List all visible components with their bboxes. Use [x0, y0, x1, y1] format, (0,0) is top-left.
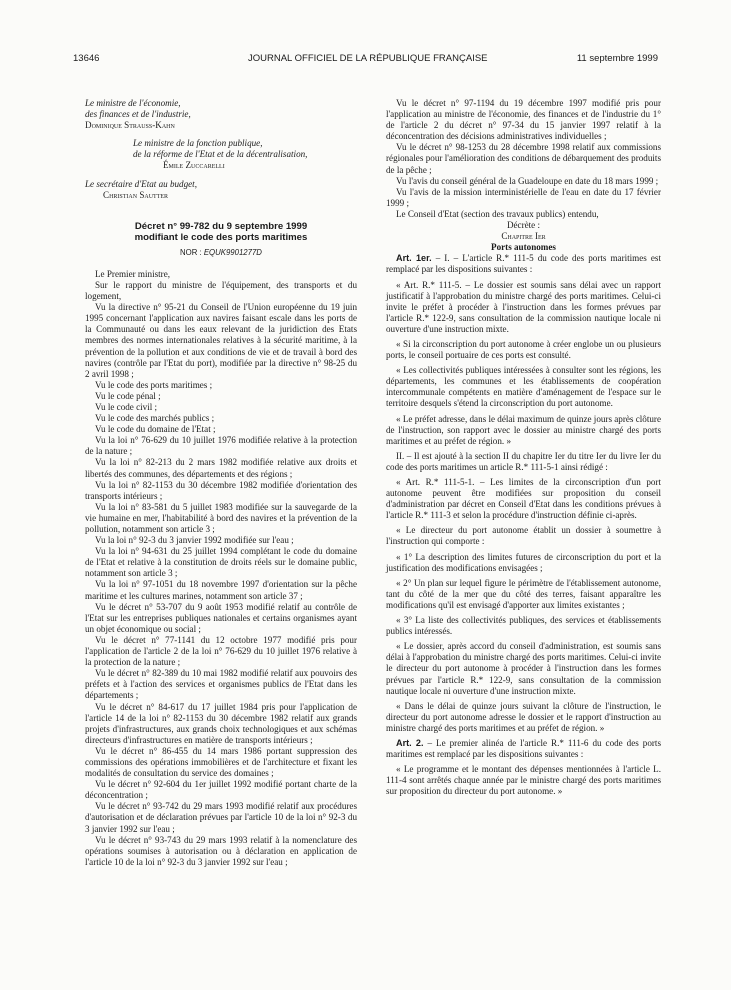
paragraph: Vu le décret n° 82-389 du 10 mai 1982 modifié relatif aux pouvoirs des préfets et à l'action des services et organismes publics de l'Etat dans les départements ; [85, 668, 357, 701]
signature-role: de la réforme de l'Etat et de la décentralisation, [133, 149, 308, 160]
article-1-body [386, 280, 661, 734]
visas-list [85, 269, 357, 868]
signature-role: Le secrétaire d'Etat au budget, [85, 178, 197, 189]
paragraph: « Art. R.* 111-5-1. – Les limites de la circonscription d'un port autonome peuvent être modifiées sur proposition du conseil d'administration par décret en Conseil d'Etat dans les conditions prévues à l'article R.* 111-3 et selon la procédure d'instruction définie ci-après. [386, 477, 661, 521]
journal-title: JOURNAL OFFICIEL DE LA RÉPUBLIQUE FRANÇAISE [248, 53, 488, 64]
decree-title [85, 221, 357, 244]
article-1-intro [386, 253, 661, 275]
paragraph: Vu le décret n° 53-707 du 9 août 1953 modifié relatif au contrôle de l'Etat sur les entreprises publiques nationales et certains organismes ayant un objet économique ou social ; [85, 601, 357, 634]
paragraph: Vu le code du domaine de l'Etat ; [95, 424, 216, 435]
paragraph: « 2° Un plan sur lequel figure le périmètre de l'établissement autonome, tant du côté de la mer que du côté des terres, faisant apparaître les modifications qu'il est envisagé d'apporter aux limites existantes ; [386, 577, 661, 610]
paragraph: Vu le décret n° 92-604 du 1er juillet 1992 modifié portant charte de la déconcentration ; [85, 779, 357, 801]
decrete-heading: Décrète : [506, 220, 541, 231]
paragraph: Vu le décret n° 93-743 du 29 mars 1993 relatif à la nomenclature des opérations soumises à autorisation ou à déclaration en application de l'article 10 de la loi n° 92-3 du 3 janvier 1992 sur l'eau ; [85, 834, 357, 867]
paragraph: « Si la circonscription du port autonome à créer englobe un ou plusieurs ports, le conseil portuaire de ces ports est consulté. [386, 338, 661, 361]
paragraph: « Le programme et le montant des dépenses mentionnées à l'article L. 111-4 sont arrêtés chaque année par le ministre chargé des ports maritimes sur proposition du directeur du port autonome. » [386, 764, 661, 797]
signature-role: des finances et de l'industrie, [85, 109, 191, 120]
decree-title-line: modifiant le code des ports maritimes [134, 232, 308, 244]
page-header [73, 53, 658, 67]
paragraph: Vu le décret n° 84-617 du 17 juillet 1984 pris pour l'application de l'article 14 de la loi n° 82-1153 du 30 décembre 1982 relatif aux grands projets d'infrastructures, aux grands choix technologiques et aux schémas directeurs d'infrastructures en matière de transports intérieurs ; [85, 701, 357, 745]
article-text: – Le premier alinéa de l'article R.* 111-6 du code des ports maritimes est remplacé par les dispositions suivantes : [386, 737, 661, 760]
paragraph: Vu la loi n° 94-631 du 25 juillet 1994 complétant le code du domaine de l'Etat et relative à la constitution de droits réels sur le domaine public, notamment son article 3 ; [85, 546, 357, 579]
page-number: 13646 [73, 53, 100, 64]
article-2-intro [386, 738, 661, 760]
paragraph: Vu le décret n° 97-1194 du 19 décembre 1997 modifié pris pour l'application au ministre de l'économie, des finances et de l'industrie du 1° de l'article 2 du décret n° 97-34 du 15 janvier 1997 relatif à la déconcentration des décisions administratives individuelles ; [386, 98, 661, 142]
paragraph: Vu l'avis de la mission interministérielle de l'eau en date du 17 février 1999 ; [386, 186, 661, 208]
paragraph: Vu l'avis du conseil général de la Guadeloupe en date du 18 mars 1999 ; [396, 175, 659, 186]
paragraph: Vu le code pénal ; [95, 390, 161, 401]
nor-reference [85, 247, 357, 258]
paragraph: Vu la loi n° 82-1153 du 30 décembre 1982 modifiée d'orientation des transports intérieurs ; [85, 479, 357, 501]
left-column [85, 98, 357, 868]
chapter-heading: Chapitre Ier [501, 231, 546, 242]
article-label: Art. 2. [396, 737, 424, 748]
paragraph: Vu le décret n° 86-455 du 14 mars 1986 portant suppression des commissions des opérations immobilières et de l'architecture et fixant les modalités de consultation du service des domaines ; [85, 745, 357, 779]
signature-name: Émile Zuccarelli [163, 160, 225, 171]
paragraph: II. – Il est ajouté à la section II du chapitre Ier du titre Ier du livre Ier du code des ports maritimes un article R.* 111-5-1 ainsi rédigé : [386, 450, 661, 472]
signature-name: Dominique Strauss-Kahn [85, 120, 175, 131]
paragraph: « 1° La description des limites futures de circonscription du port et la justification des modifications envisagées ; [386, 551, 661, 573]
paragraph: Vu le décret n° 93-742 du 29 mars 1993 modifié relatif aux procédures d'autorisation et de déclaration prévues par l'article 10 de la loi n° 92-3 du 3 janvier 1992 sur l'eau ; [85, 801, 357, 834]
paragraph: Vu le code des ports maritimes ; [95, 379, 213, 390]
paragraph: Vu la loi n° 82-213 du 2 mars 1982 modifiée relative aux droits et libertés des communes, des départements et des régions ; [85, 457, 357, 479]
nor-label: NOR : [180, 247, 204, 257]
paragraph: « Les collectivités publiques intéressées à consulter sont les régions, les départements, les communes et les établissements de coopération intercommunale compétents en matière d'aménagement de l'espace sur le territoire desquels s'étend la circonscription du port autonome. [386, 365, 661, 409]
paragraph: Vu le code civil ; [95, 401, 158, 412]
signature-role: Le ministre de l'économie, [85, 98, 181, 108]
signature-name: Christian Sautter [103, 189, 169, 200]
visas-list-continued [386, 98, 661, 220]
paragraph: Le Conseil d'Etat (section des travaux publics) entendu, [396, 208, 599, 219]
paragraph: Vu la loi n° 92-3 du 3 janvier 1992 modifiée sur l'eau ; [95, 535, 294, 546]
issue-date: 11 septembre 1999 [576, 53, 658, 64]
signature-public-service-minister [85, 138, 357, 171]
paragraph: « Le dossier, après accord du conseil d'administration, est soumis sans délai à l'approbation du ministre chargé des ports maritimes. Celui-ci invite le directeur du port autonome à procéder à l'instruction dans les formes prévues par l'article R.* 122-9, sans consultation de la commission nautique locale ni ouverture d'une instruction mixte. [386, 641, 661, 696]
signature-budget-secretary [85, 179, 357, 201]
paragraph: « Le préfet adresse, dans le délai maximum de quinze jours après clôture de l'instruction, son rapport avec le dossier au ministre chargé des ports maritimes et au préfet de région. » [386, 413, 661, 446]
paragraph: Vu la loi n° 83-581 du 5 juillet 1983 modifiée sur la sauvegarde de la vie humaine en mer, l'habitabilité à bord des navires et la prévention de la pollution, notamment son article 3 ; [85, 501, 357, 534]
paragraph: Vu la directive n° 95-21 du Conseil de l'Union européenne du 19 juin 1995 concernant l'application aux navires faisant escale dans les ports de la Communauté ou dans les eaux relevant de la juridiction des Etats membres des normes internationales relatives à la sécurité maritime, à la prévention de la pollution et aux conditions de vie et de travail à bord des navires (contrôle par l'Etat du port), modifiée par la directive n° 98-25 du 2 avril 1998 ; [85, 302, 357, 379]
right-column [386, 98, 661, 797]
paragraph: Sur le rapport du ministre de l'équipement, des transports et du logement, [85, 279, 357, 302]
paragraph: Vu le décret n° 98-1253 du 28 décembre 1998 relatif aux commissions régionales pour l'amélioration des conditions de débarquement des produits de la pêche ; [386, 142, 661, 175]
section-heading: Ports autonomes [491, 242, 556, 253]
paragraph: Vu le code des marchés publics ; [95, 413, 215, 424]
paragraph: « 3° La liste des collectivités publiques, des services et établissements publics intéressés. [386, 615, 661, 637]
article-text: – I. – L'article R.* 111-5 du code des ports maritimes est remplacé par les dispositions suivantes : [386, 253, 661, 275]
article-label: Art. 1er. [396, 253, 432, 264]
paragraph: « Art. R.* 111-5. – Le dossier est soumis sans délai avec un rapport justificatif à l'approbation du ministre chargé des ports maritimes. Celui-ci invite le préfet à procéder à l'instruction dans les formes prévues par l'article R.* 122-9, sans consultation de la commission nautique locale ni ouverture d'une instruction mixte. [386, 279, 661, 334]
paragraph: Vu la loi n° 97-1051 du 18 novembre 1997 d'orientation sur la pêche maritime et les cultures marines, notamment son article 37 ; [85, 579, 357, 601]
nor-code: EQUK9901277D [203, 247, 262, 257]
article-2-body [386, 764, 661, 797]
paragraph: Vu la loi n° 76-629 du 10 juillet 1976 modifiée relative à la protection de la nature ; [85, 435, 357, 457]
signature-economy-minister [85, 98, 357, 131]
paragraph: « Dans le délai de quinze jours suivant la clôture de l'instruction, le directeur du port autonome adresse le dossier et le rapport d'instruction au ministre chargé des ports maritimes et au préfet de région. » [386, 700, 661, 733]
paragraph: Le Premier ministre, [95, 268, 171, 279]
paragraph: « Le directeur du port autonome établit un dossier à soumettre à l'instruction qui comporte : [386, 525, 661, 547]
paragraph: Vu le décret n° 77-1141 du 12 octobre 1977 modifié pris pour l'application de l'article 2 de la loi n° 76-629 du 10 juillet 1976 relative à la protection de la nature ; [85, 634, 357, 668]
signature-role: Le ministre de la fonction publique, [133, 138, 263, 149]
decree-title-line: Décret n° 99-782 du 9 septembre 1999 [134, 220, 308, 232]
